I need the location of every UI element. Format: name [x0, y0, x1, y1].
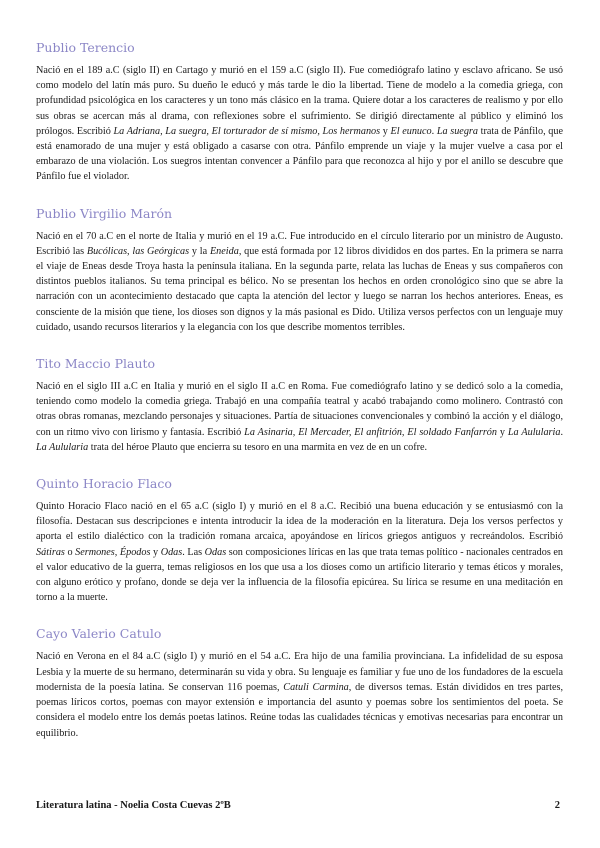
text-run: y	[150, 546, 161, 558]
work-title: La Asinaria, El Mercader, El anfitrión, El soldado Fanfarrón	[244, 426, 497, 438]
work-title: Sermones, Épodos	[75, 546, 151, 558]
work-title: Sátiras	[36, 546, 65, 558]
section-catulo	[36, 626, 563, 740]
section-heading: Tito Maccio Plauto	[36, 356, 156, 372]
text-run: trata de Pánfilo, que está enamorado de una mujer y está obligado a casarse con otra. Pánfilo emprende un viaje y la mujer vuelve a casa por el embarazo de una violación. Los suegros intentan convencer a Pánfilo para que reconozca al hijo y por el anillo se descubre que Pánfilo fue el violador.	[36, 125, 563, 183]
work-title: La Aulularia	[507, 426, 561, 438]
footer-title: Literatura latina - Noelia Costa Cuevas 2ºB	[36, 800, 231, 811]
text-run: y	[496, 426, 508, 438]
work-title: Odas	[160, 546, 183, 558]
text-run: , de diversos temas. Están divididos en tres partes, poemas líricos cortos, poemas con mayor extensión e importancia del asunto y poemas sobre los sentimientos del poeta. Se considera el modelo entre los demás poetas latinos. Reúne todas las cualidades técnicas y emotivas necesarias para encontrar un equilibrio.	[36, 681, 563, 739]
section-paragraph	[36, 229, 563, 335]
section-heading: Cayo Valerio Catulo	[36, 626, 162, 642]
work-title: Catuli Carmina	[283, 681, 349, 693]
text-run: Quinto Horacio Flaco nació en el 65 a.C (siglo I) y murió en el 8 a.C. Recibió una buena educación y se entusiasmó con la filosofía. Destacan sus descripciones e intenta introducir la idea de la moderación en la literatura. Deja los versos perfectos y aporta el estilo dialéctico con la tradición romana arcaica, apoyándose en líricos griegos antiguos y recreándolos. Escribió	[36, 501, 563, 543]
section-virgilio	[36, 206, 563, 335]
page-number: 2	[554, 800, 560, 811]
section-heading: Publio Terencio	[36, 40, 135, 55]
section-paragraph	[36, 379, 563, 455]
page-footer	[36, 800, 560, 811]
text-run: y la	[189, 245, 210, 257]
text-run: . Las	[182, 546, 205, 558]
document-body	[36, 40, 563, 762]
section-plauto	[36, 356, 563, 455]
text-run: , que está formada por 12 libros divididos en dos partes. En la primera se narra el viaje de Eneas desde Troya hasta la península italiana. En la segunda parte, relata las luchas de Eneas y sus compañeros con distintos pueblos italianos. Su tema principal es bélico. No se presentan los hechos en orden cronológico sino que se abre la narración con un acontecimiento destacado que capta la atención del lector y luego se narran los hechos anteriores. Eneas, es consciente de la misión que tiene, los dioses son dignos y la más pasional es Dido. Utiliza versos perfectos con un lenguaje muy cuidado, usando recursos literarios y la elegancia con los que describe momentos terribles.	[36, 245, 564, 333]
text-run: son composiciones líricas en las que trata temas político - nacionales centrados en el valor educativo de la guerra, temas religiosos en los que usa a los dioses como un artificio literario y temas éticos y morales, con alguno erótico y profano, donde se deja ver la influencia de la filosofía epicúrea. Su lírica se resume en una meditación en torno a la muerte.	[36, 546, 563, 604]
section-paragraph	[36, 649, 563, 740]
text-run: .	[431, 125, 437, 137]
section-paragraph	[36, 63, 563, 185]
work-title: La Adriana, La suegra, El torturador de sí mismo, Los hermanos	[113, 125, 381, 137]
section-terencio	[36, 40, 563, 185]
section-horacio	[36, 476, 563, 605]
text-run: Nació en el 189 a.C (siglo II) en Cartago y murió en el 159 a.C (siglo II). Fue comediógrafo latino y esclavo africano. Se usó como modelo del latín más puro. Su dueño le educó y más tarde le dio la libertad. Tiene de modelo a la comedia griega, con profundidad psicológica en los caracteres y un tono más clásico en la trama. Quiere dotar a los caracteres de realismo y por ello sus obras se acercan más al drama, con reflexiones sobre el sufrimiento. Se dirigió directamente al público y eliminó los prólogos. Escribió	[36, 65, 563, 137]
text-run: y	[380, 125, 391, 137]
text-run: o	[64, 546, 76, 558]
work-title: Eneida	[209, 245, 239, 257]
section-heading: Quinto Horacio Flaco	[36, 476, 172, 492]
work-title: Bucólicas, las Geórgicas	[86, 245, 190, 257]
text-run: trata del héroe Plauto que encierra su tesoro en una marmita en vez de en un cofre.	[88, 441, 428, 453]
work-title: Odas	[204, 546, 227, 558]
work-title: La Aulularia	[36, 441, 89, 453]
work-title: El eunuco	[390, 125, 432, 137]
section-paragraph	[36, 499, 563, 605]
text-run: Nació en el 70 a.C en el norte de Italia y murió en el 19 a.C. Fue introducido en el círculo literario por un ministro de Augusto. Escribió las	[36, 230, 563, 257]
work-title: La suegra	[436, 125, 478, 137]
text-run: Nació en el siglo III a.C en Italia y murió en el siglo II a.C en Roma. Fue comediógrafo latino y se dedicó solo a la comedia, teniendo como modelo la comedia griega. Trabajó en una compañía teatral y acabó trabajando como molinero. Contrastó con otras obras romanas, mezclando personajes y situaciones. Partía de situaciones convencionales y combinó la acción y el diálogo, con un ritmo vivo con lirismo y fantasía. Escribió	[36, 381, 563, 438]
text-run: .	[560, 426, 563, 438]
section-heading: Publio Virgilio Marón	[36, 205, 173, 221]
text-run: Nació en Verona en el 84 a.C (siglo I) y murió en el 54 a.C. Era hijo de una familia provinciana. La infidelidad de su esposa Lesbia y la muerte de su hermano, determinarán su vida y obra. Su lenguaje es familiar y fue uno de los fundadores de la escuela modernista de la poesía latina. Se conservan 116 poemas,	[36, 651, 563, 693]
